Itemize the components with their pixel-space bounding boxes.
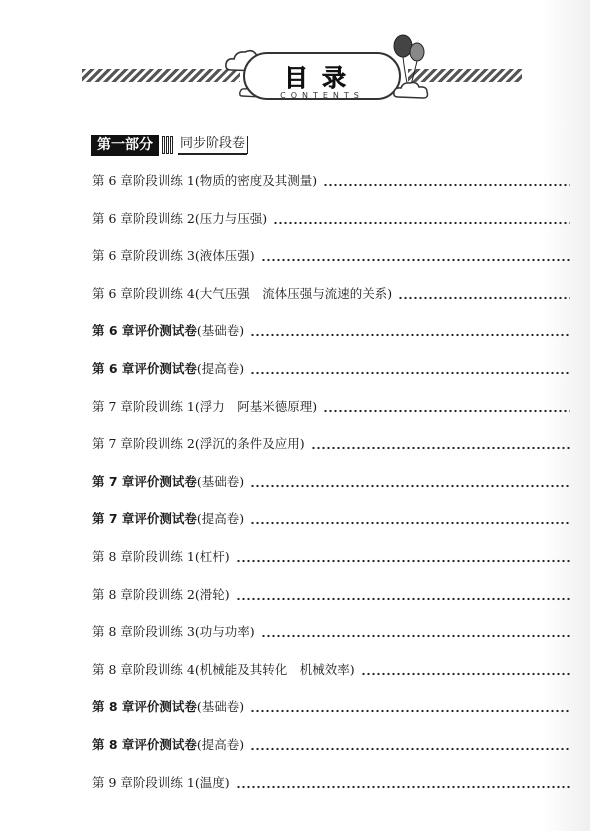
contents-title-box — [243, 52, 401, 100]
toc-entry-detail: (温度) — [194, 774, 230, 790]
toc-entry-main: 第 7 章阶段训练 1 — [92, 398, 195, 414]
toc-entry-title — [92, 623, 261, 641]
toc-entry[interactable] — [92, 285, 570, 323]
toc-leader-dots — [236, 548, 570, 566]
toc-entry-detail: (功与功率) — [194, 624, 255, 640]
toc-entry-detail: (基础卷) — [196, 699, 245, 715]
toc-entry-main: 第 6 章评价测试卷 — [92, 360, 197, 376]
toc-entry-title — [92, 210, 273, 228]
toc-entry-detail: (压力与压强) — [194, 210, 268, 226]
toc-entry[interactable] — [92, 736, 570, 774]
toc-entry-main: 第 6 章评价测试卷 — [92, 323, 197, 339]
toc-entry-main: 第 8 章阶段训练 1 — [92, 548, 195, 564]
toc-leader-dots — [250, 698, 570, 716]
toc-entry-detail: (浮沉的条件及应用) — [194, 436, 305, 452]
toc-entry[interactable] — [92, 360, 570, 398]
toc-entry-detail: (机械能及其转化 机械效率) — [194, 661, 355, 677]
toc-leader-dots — [250, 322, 570, 340]
contents-header — [0, 0, 590, 120]
toc-entry[interactable] — [92, 698, 570, 736]
toc-entry-title — [92, 473, 250, 491]
toc-entry-detail: (基础卷) — [196, 473, 245, 489]
toc-entry-main: 第 8 章阶段训练 4 — [92, 661, 195, 677]
toc-entry[interactable] — [92, 473, 570, 511]
toc-leader-dots — [273, 210, 570, 228]
toc-entry-main: 第 6 章阶段训练 1 — [92, 173, 195, 188]
toc-entry-title — [92, 548, 236, 566]
toc-entry-main: 第 8 章评价测试卷 — [92, 736, 197, 752]
toc-entry[interactable] — [92, 247, 570, 285]
toc-entry-detail: (杠杆) — [194, 548, 230, 564]
toc-leader-dots — [311, 435, 570, 453]
toc-leader-dots — [250, 473, 570, 491]
toc-entry[interactable] — [92, 548, 570, 586]
section-label-end — [247, 136, 248, 154]
toc-leader-dots — [250, 510, 570, 528]
toc-entry-main: 第 8 章评价测试卷 — [92, 699, 197, 715]
toc-entry-title — [92, 774, 236, 792]
header-stripe-left — [82, 69, 240, 82]
toc-leader-dots — [361, 661, 570, 679]
toc-leader-dots — [250, 736, 570, 754]
toc-leader-dots — [236, 586, 570, 604]
toc-entry-title — [92, 247, 261, 265]
toc-entry-main: 第 6 章阶段训练 3 — [92, 248, 195, 264]
toc-list — [92, 172, 570, 811]
toc-entry[interactable] — [92, 322, 570, 360]
toc-entry[interactable] — [92, 210, 570, 248]
toc-leader-dots — [323, 398, 570, 416]
toc-entry-title — [92, 698, 250, 716]
section-label: 同步阶段卷 — [178, 135, 247, 155]
toc-entry-main: 第 7 章阶段训练 2 — [92, 436, 195, 452]
toc-entry-title — [92, 510, 250, 528]
toc-entry-main: 第 6 章阶段训练 2 — [92, 210, 195, 226]
toc-entry[interactable] — [92, 435, 570, 473]
toc-entry-title — [92, 586, 236, 604]
toc-leader-dots — [398, 285, 570, 303]
toc-entry-detail: (滑轮) — [194, 586, 230, 602]
toc-entry-title — [92, 285, 398, 303]
toc-leader-dots — [236, 774, 570, 792]
toc-entry-title — [92, 322, 250, 340]
section-tag: 第一部分 — [91, 135, 159, 156]
toc-entry-detail: (提高卷) — [196, 360, 245, 376]
toc-entry-main: 第 7 章评价测试卷 — [92, 473, 197, 489]
toc-entry[interactable] — [92, 510, 570, 548]
toc-entry-title — [92, 435, 311, 453]
toc-entry[interactable] — [92, 586, 570, 624]
cloud-right-icon — [392, 78, 430, 102]
toc-entry-title — [92, 172, 323, 190]
section-heading — [91, 134, 248, 156]
toc-entry-title — [92, 360, 250, 378]
toc-entry[interactable] — [92, 623, 570, 661]
toc-entry[interactable] — [92, 172, 570, 210]
toc-entry[interactable] — [92, 661, 570, 699]
toc-entry-main: 第 6 章阶段训练 4 — [92, 285, 195, 301]
toc-leader-dots — [261, 247, 570, 265]
page-subtitle: CONTENTS — [280, 91, 364, 100]
toc-entry-main: 第 7 章评价测试卷 — [92, 511, 197, 527]
toc-leader-dots — [261, 623, 570, 641]
toc-entry-title — [92, 661, 361, 679]
page-title: 目录 — [284, 64, 360, 92]
toc-entry-title — [92, 398, 323, 416]
toc-entry[interactable] — [92, 774, 570, 812]
toc-entry-detail: (提高卷) — [196, 736, 245, 752]
toc-entry-detail: (液体压强) — [194, 248, 255, 264]
toc-entry-detail: (提高卷) — [196, 511, 245, 527]
toc-entry-detail: (基础卷) — [196, 323, 245, 339]
toc-entry-main: 第 9 章阶段训练 1 — [92, 774, 195, 790]
toc-entry-title — [92, 736, 250, 754]
toc-entry-detail: (大气压强 流体压强与流速的关系) — [194, 285, 393, 301]
toc-entry-main: 第 8 章阶段训练 2 — [92, 586, 195, 602]
toc-entry-detail: (物质的密度及其测量) — [194, 173, 318, 188]
section-divider-bars — [162, 136, 174, 154]
toc-leader-dots — [250, 360, 570, 378]
toc-entry[interactable] — [92, 398, 570, 436]
toc-leader-dots — [323, 172, 570, 190]
toc-entry-main: 第 8 章阶段训练 3 — [92, 624, 195, 640]
toc-entry-detail: (浮力 阿基米德原理) — [194, 398, 318, 414]
